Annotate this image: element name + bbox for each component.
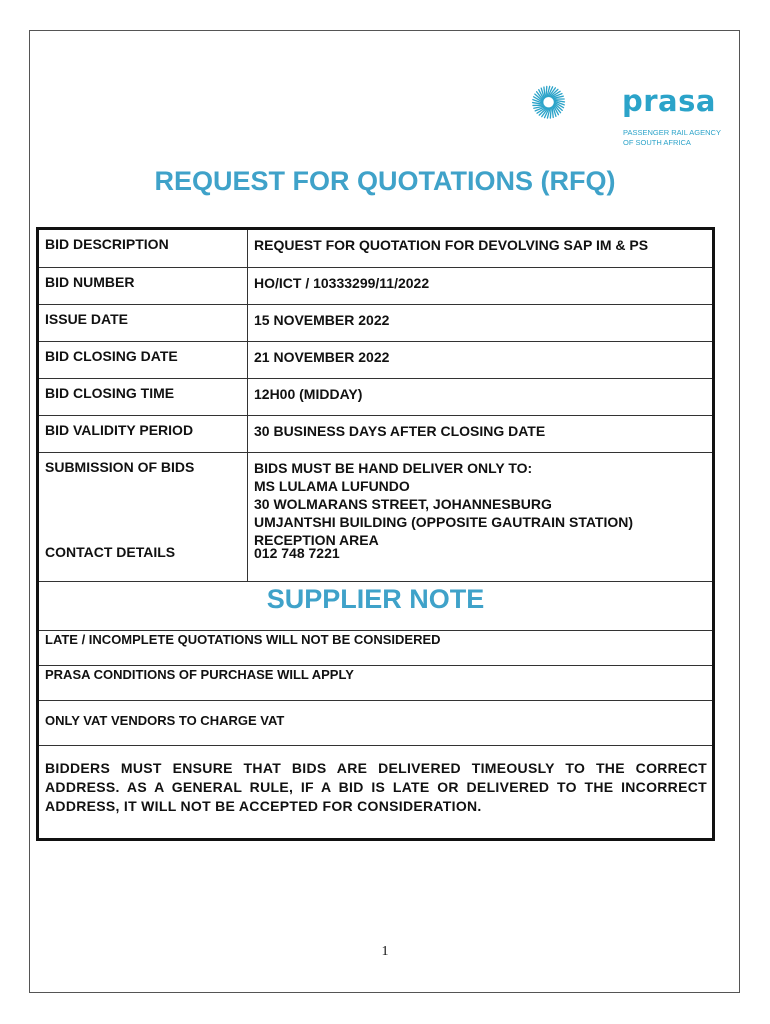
table-row (39, 342, 712, 379)
note-row (39, 666, 712, 701)
row-label: BID CLOSING DATE (45, 348, 178, 364)
submission-line: UMJANTSHI BUILDING (OPPOSITE GAUTRAIN STATION) (254, 514, 634, 530)
note-row (39, 631, 712, 666)
page-number: 1 (381, 944, 389, 959)
table-row (39, 305, 712, 342)
page-title: REQUEST FOR QUOTATIONS (RFQ) (154, 166, 616, 196)
submission-line: BIDS MUST BE HAND DELIVER ONLY TO: (254, 460, 533, 476)
table-row (39, 230, 712, 268)
table-row (39, 540, 712, 582)
submission-line: RECEPTION AREA (254, 532, 379, 548)
rfq-table (36, 227, 715, 841)
submission-line: MS LULAMA LUFUNDO (254, 478, 410, 494)
note-row (39, 701, 712, 746)
row-value: 30 BUSINESS DAYS AFTER CLOSING DATE (254, 423, 546, 439)
table-row (39, 453, 712, 548)
row-label: ISSUE DATE (45, 311, 128, 327)
row-label: CONTACT DETAILS (45, 544, 176, 560)
table-row (39, 416, 712, 453)
note-text: LATE / INCOMPLETE QUOTATIONS WILL NOT BE CONSIDERED (45, 632, 441, 647)
row-value: 15 NOVEMBER 2022 (254, 312, 390, 328)
note-text: PRASA CONDITIONS OF PURCHASE WILL APPLY (45, 667, 354, 682)
submission-line: 30 WOLMARANS STREET, JOHANNESBURG (254, 496, 552, 512)
logo-subtitle: PASSENGER RAIL AGENCY OF SOUTH AFRICA (623, 128, 721, 147)
submission-lines (254, 459, 633, 549)
row-value: REQUEST FOR QUOTATION FOR DEVOLVING SAP IM & PS (254, 237, 649, 253)
bidder-notice: BIDDERS MUST ENSURE THAT BIDS ARE DELIVERED TIMEOUSLY TO THE CORRECT ADDRESS. AS A GENERAL RULE, IF A BID IS LATE OR DELIVERED TO THE INCORRECT ADDRESS, IT WILL NOT BE ACCEPTED FOR CONSIDERATION. (45, 760, 707, 814)
logo-wordmark: prasa (622, 84, 716, 118)
prasa-logo-icon (530, 66, 614, 142)
note-text: ONLY VAT VENDORS TO CHARGE VAT (45, 713, 285, 728)
supplier-note-title: SUPPLIER NOTE (266, 584, 485, 614)
row-label: SUBMISSION OF BIDS (45, 459, 195, 475)
row-value: 012 748 7221 (254, 545, 340, 561)
row-value: HO/ICT / 10333299/11/2022 (254, 275, 430, 291)
row-label: BID VALIDITY PERIOD (45, 422, 194, 438)
table-row (39, 268, 712, 305)
row-label: BID CLOSING TIME (45, 385, 175, 401)
row-label: BID DESCRIPTION (45, 236, 169, 252)
row-label: BID NUMBER (45, 274, 135, 290)
row-value: 21 NOVEMBER 2022 (254, 349, 390, 365)
row-value: 12H00 (MIDDAY) (254, 386, 363, 402)
table-row (39, 379, 712, 416)
